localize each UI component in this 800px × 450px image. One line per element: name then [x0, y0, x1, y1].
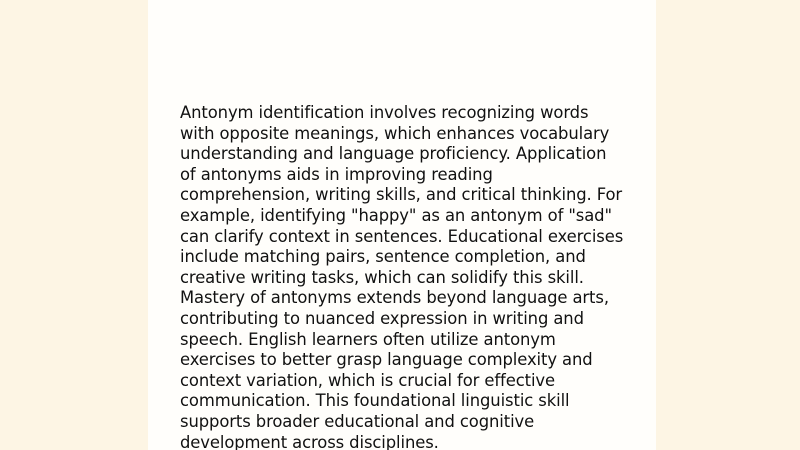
body-paragraph: Antonym identification involves recognizing words with opposite meanings, which enhances vocabulary understanding and language proficiency. Application of antonyms aids in improving reading comprehension, writing skills, and critical thinking. For example, identifying "happy" as an antonym of "sad" can clarify context in sentences. Educational exercises include matching pairs, sentence completion, and creative writing tasks, which can solidify this skill. Mastery of antonyms extends beyond language arts, contributing to nuanced expression in writing and speech. English learners often utilize antonym exercises to better grasp language complexity and context variation, which is crucial for effective communication. This foundational linguistic skill supports broader educational and cognitive development across disciplines. — [180, 103, 624, 450]
document-page — [148, 0, 656, 450]
